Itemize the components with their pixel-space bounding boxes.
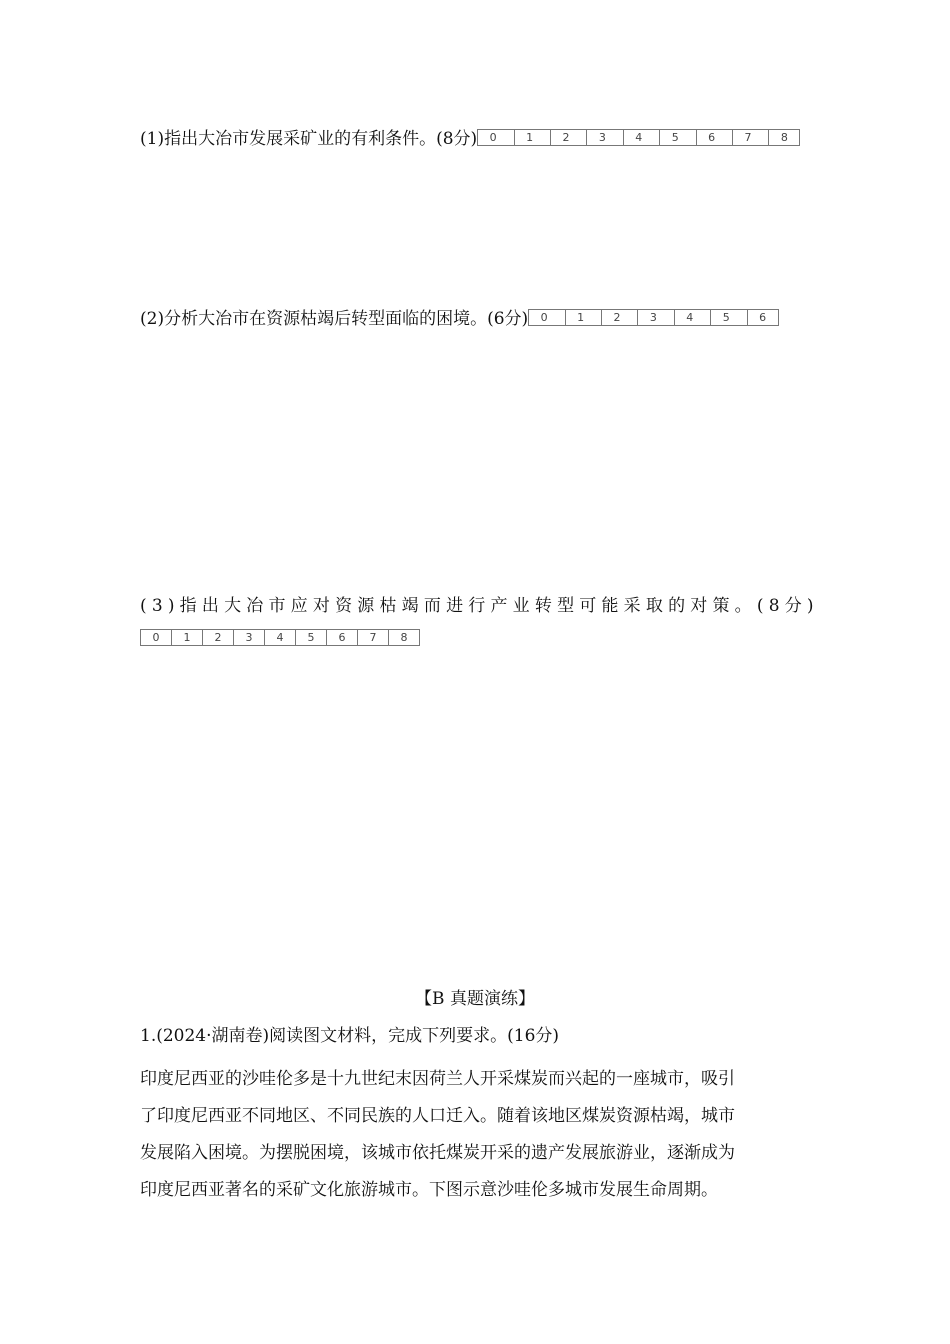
score-cell[interactable]: 5 [659, 130, 690, 145]
score-cell[interactable]: 4 [674, 310, 705, 325]
score-cell[interactable]: 3 [637, 310, 668, 325]
score-cell[interactable]: 4 [264, 630, 295, 645]
score-cell[interactable]: 3 [233, 630, 264, 645]
score-cell[interactable]: 5 [295, 630, 326, 645]
score-grid-3[interactable] [140, 629, 420, 646]
section-title: 【B 真题演练】 [415, 989, 535, 1009]
paragraph-line: 印度尼西亚的沙哇伦多是十九世纪末因荷兰人开采煤炭而兴起的一座城市，吸引 [140, 1069, 735, 1089]
score-cell[interactable]: 6 [747, 310, 778, 325]
score-cell[interactable]: 3 [586, 130, 617, 145]
question-2 [140, 307, 779, 331]
score-cell[interactable]: 7 [357, 630, 388, 645]
score-cell[interactable]: 8 [768, 130, 799, 145]
question-3 [140, 594, 819, 618]
score-cell[interactable]: 7 [732, 130, 763, 145]
question-3-text: (3)指出大冶市应对资源枯竭而进行产业转型可能采取的对策。(8分) [140, 596, 819, 616]
score-cell[interactable]: 1 [171, 630, 202, 645]
question-1-text: (1)指出大冶市发展采矿业的有利条件。(8分) [140, 129, 478, 149]
score-cell[interactable]: 0 [152, 631, 160, 644]
paragraph-line: 印度尼西亚著名的采矿文化旅游城市。下图示意沙哇伦多城市发展生命周期。 [140, 1180, 718, 1200]
score-cell[interactable]: 1 [514, 130, 545, 145]
score-cell[interactable]: 5 [710, 310, 741, 325]
score-cell[interactable]: 4 [623, 130, 654, 145]
question-1 [140, 127, 800, 151]
score-cell[interactable]: 2 [550, 130, 581, 145]
question-2-text: (2)分析大冶市在资源枯竭后转型面临的困境。(6分) [140, 309, 529, 329]
problem-header: 1.(2024·湖南卷)阅读图文材料，完成下列要求。(16分) [140, 1026, 560, 1046]
score-cell[interactable]: 6 [326, 630, 357, 645]
score-cell[interactable]: 1 [565, 310, 596, 325]
score-grid-3-wrapper [140, 629, 420, 648]
score-cell[interactable]: 0 [489, 131, 497, 144]
score-grid-1[interactable] [477, 129, 800, 146]
score-cell[interactable]: 6 [696, 130, 727, 145]
score-cell[interactable]: 2 [601, 310, 632, 325]
problem-paragraph [140, 1061, 810, 1209]
score-cell[interactable]: 2 [202, 630, 233, 645]
score-cell[interactable]: 8 [388, 630, 419, 645]
score-grid-2[interactable] [528, 309, 778, 326]
paragraph-line: 了印度尼西亚不同地区、不同民族的人口迁入。随着该地区煤炭资源枯竭，城市 [140, 1106, 735, 1126]
score-cell[interactable]: 0 [540, 311, 548, 324]
paragraph-line: 发展陷入困境。为摆脱困境，该城市依托煤炭开采的遗产发展旅游业，逐渐成为 [140, 1143, 735, 1163]
